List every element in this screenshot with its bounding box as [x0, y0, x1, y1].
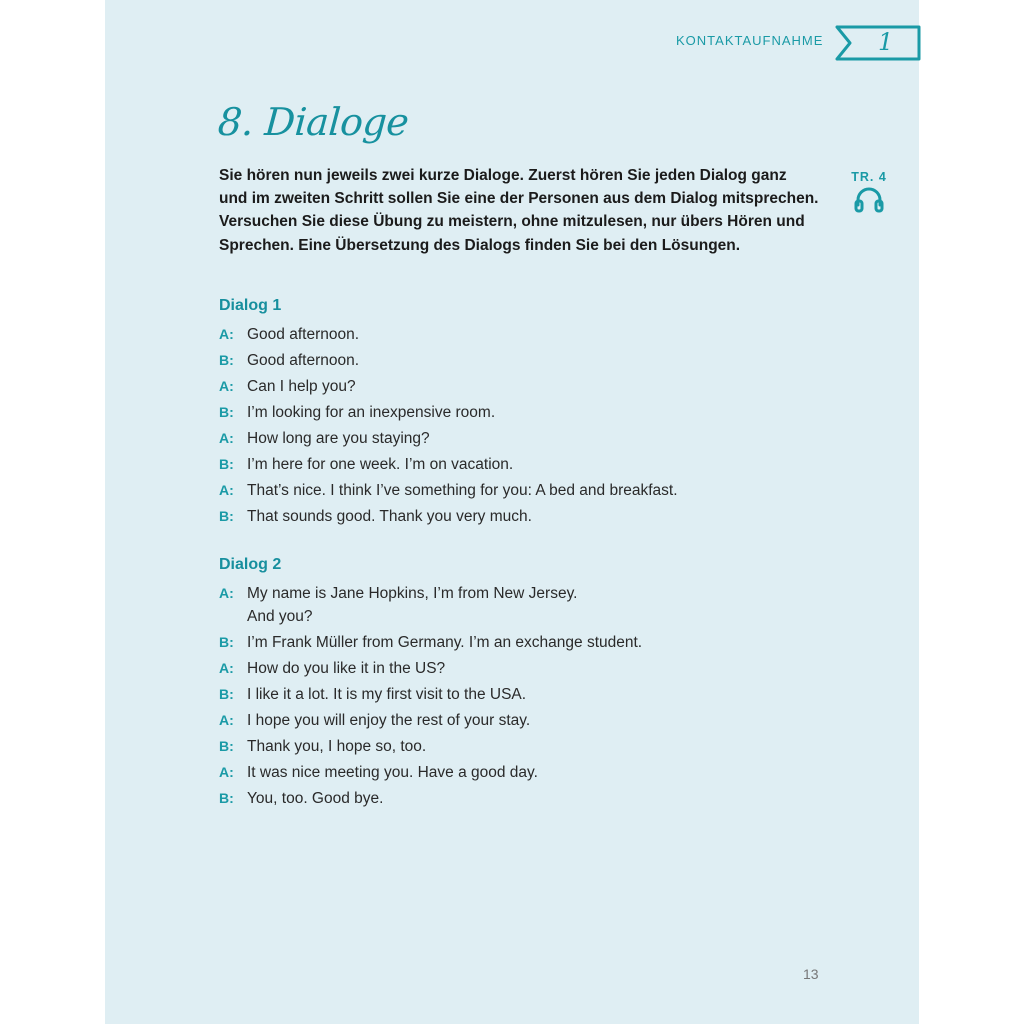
- dialog-line: [219, 505, 678, 531]
- dialog-line: [219, 375, 678, 401]
- speaker-label: B:: [219, 634, 234, 650]
- track-label: TR. 4: [851, 170, 887, 184]
- book-page: [105, 0, 919, 1024]
- dialog-line: [219, 787, 642, 813]
- dialog-line: [219, 427, 678, 453]
- utterance: I like it a lot. It is my first visit to the USA.: [247, 686, 527, 703]
- speaker-label: B:: [219, 508, 234, 524]
- utterance: Thank you, I hope so, too.: [247, 738, 427, 755]
- dialog-line: [219, 683, 642, 709]
- dialog-line: [219, 349, 678, 375]
- dialog-line: [219, 323, 678, 349]
- speaker-label: B:: [219, 738, 234, 754]
- speaker-label: A:: [219, 585, 234, 601]
- speaker-label: A:: [219, 712, 234, 728]
- utterance: How do you like it in the US?: [247, 660, 446, 677]
- utterance: I’m looking for an inexpensive room.: [247, 404, 496, 421]
- utterance: My name is Jane Hopkins, I’m from New Jersey. And you?: [247, 585, 578, 625]
- utterance: Can I help you?: [247, 378, 356, 395]
- utterance: I hope you will enjoy the rest of your stay.: [247, 712, 531, 729]
- utterance: That’s nice. I think I’ve something for you: A bed and breakfast.: [247, 482, 678, 499]
- utterance: You, too. Good bye.: [247, 790, 384, 807]
- dialog-1-heading: Dialog 1: [219, 297, 282, 314]
- dialog-line: [219, 401, 678, 427]
- dialog-2-lines: [219, 582, 642, 813]
- dialog-line: [219, 479, 678, 505]
- dialog-line: [219, 709, 642, 735]
- speaker-label: A:: [219, 326, 234, 342]
- speaker-label: A:: [219, 482, 234, 498]
- headphones-icon: [854, 187, 884, 213]
- dialog-2-heading: Dialog 2: [219, 556, 282, 573]
- audio-track-marker[interactable]: [847, 170, 891, 213]
- utterance: Good afternoon.: [247, 326, 360, 343]
- page-number: 13: [803, 966, 819, 982]
- dialog-line: [219, 657, 642, 683]
- speaker-label: B:: [219, 404, 234, 420]
- speaker-label: A:: [219, 430, 234, 446]
- dialog-line: [219, 631, 642, 657]
- speaker-label: B:: [219, 686, 234, 702]
- dialog-line: [219, 761, 642, 787]
- chapter-number: 1: [878, 28, 894, 56]
- utterance: How long are you staying?: [247, 430, 430, 447]
- running-head: KONTAKTAUFNAHME: [676, 33, 824, 48]
- speaker-label: A:: [219, 378, 234, 394]
- instructions-text: Sie hören nun jeweils zwei kurze Dialoge. Zuerst hören Sie jeden Dialog ganz und im zweiten Schritt sollen Sie eine der Personen aus dem Dialog mitsprechen. Versuchen Sie diese Übung zu meistern, ohne mitzulesen, nur übers Hören und Sprechen. Eine Übersetzung des Dialogs finden Sie bei den Lösungen.: [219, 167, 819, 254]
- dialog-line: [219, 453, 678, 479]
- utterance: That sounds good. Thank you very much.: [247, 508, 532, 525]
- utterance: I’m Frank Müller from Germany. I’m an exchange student.: [247, 634, 643, 651]
- speaker-label: A:: [219, 660, 234, 676]
- speaker-label: B:: [219, 456, 234, 472]
- section-title: 8. Dialoge: [216, 100, 411, 144]
- dialog-1-lines: [219, 323, 678, 531]
- speaker-label: A:: [219, 764, 234, 780]
- speaker-label: B:: [219, 790, 234, 806]
- speaker-label: B:: [219, 352, 234, 368]
- dialog-line: [219, 735, 642, 761]
- utterance: I’m here for one week. I’m on vacation.: [247, 456, 514, 473]
- dialog-line: [219, 582, 642, 631]
- utterance: Good afternoon.: [247, 352, 360, 369]
- utterance: It was nice meeting you. Have a good day.: [247, 764, 538, 781]
